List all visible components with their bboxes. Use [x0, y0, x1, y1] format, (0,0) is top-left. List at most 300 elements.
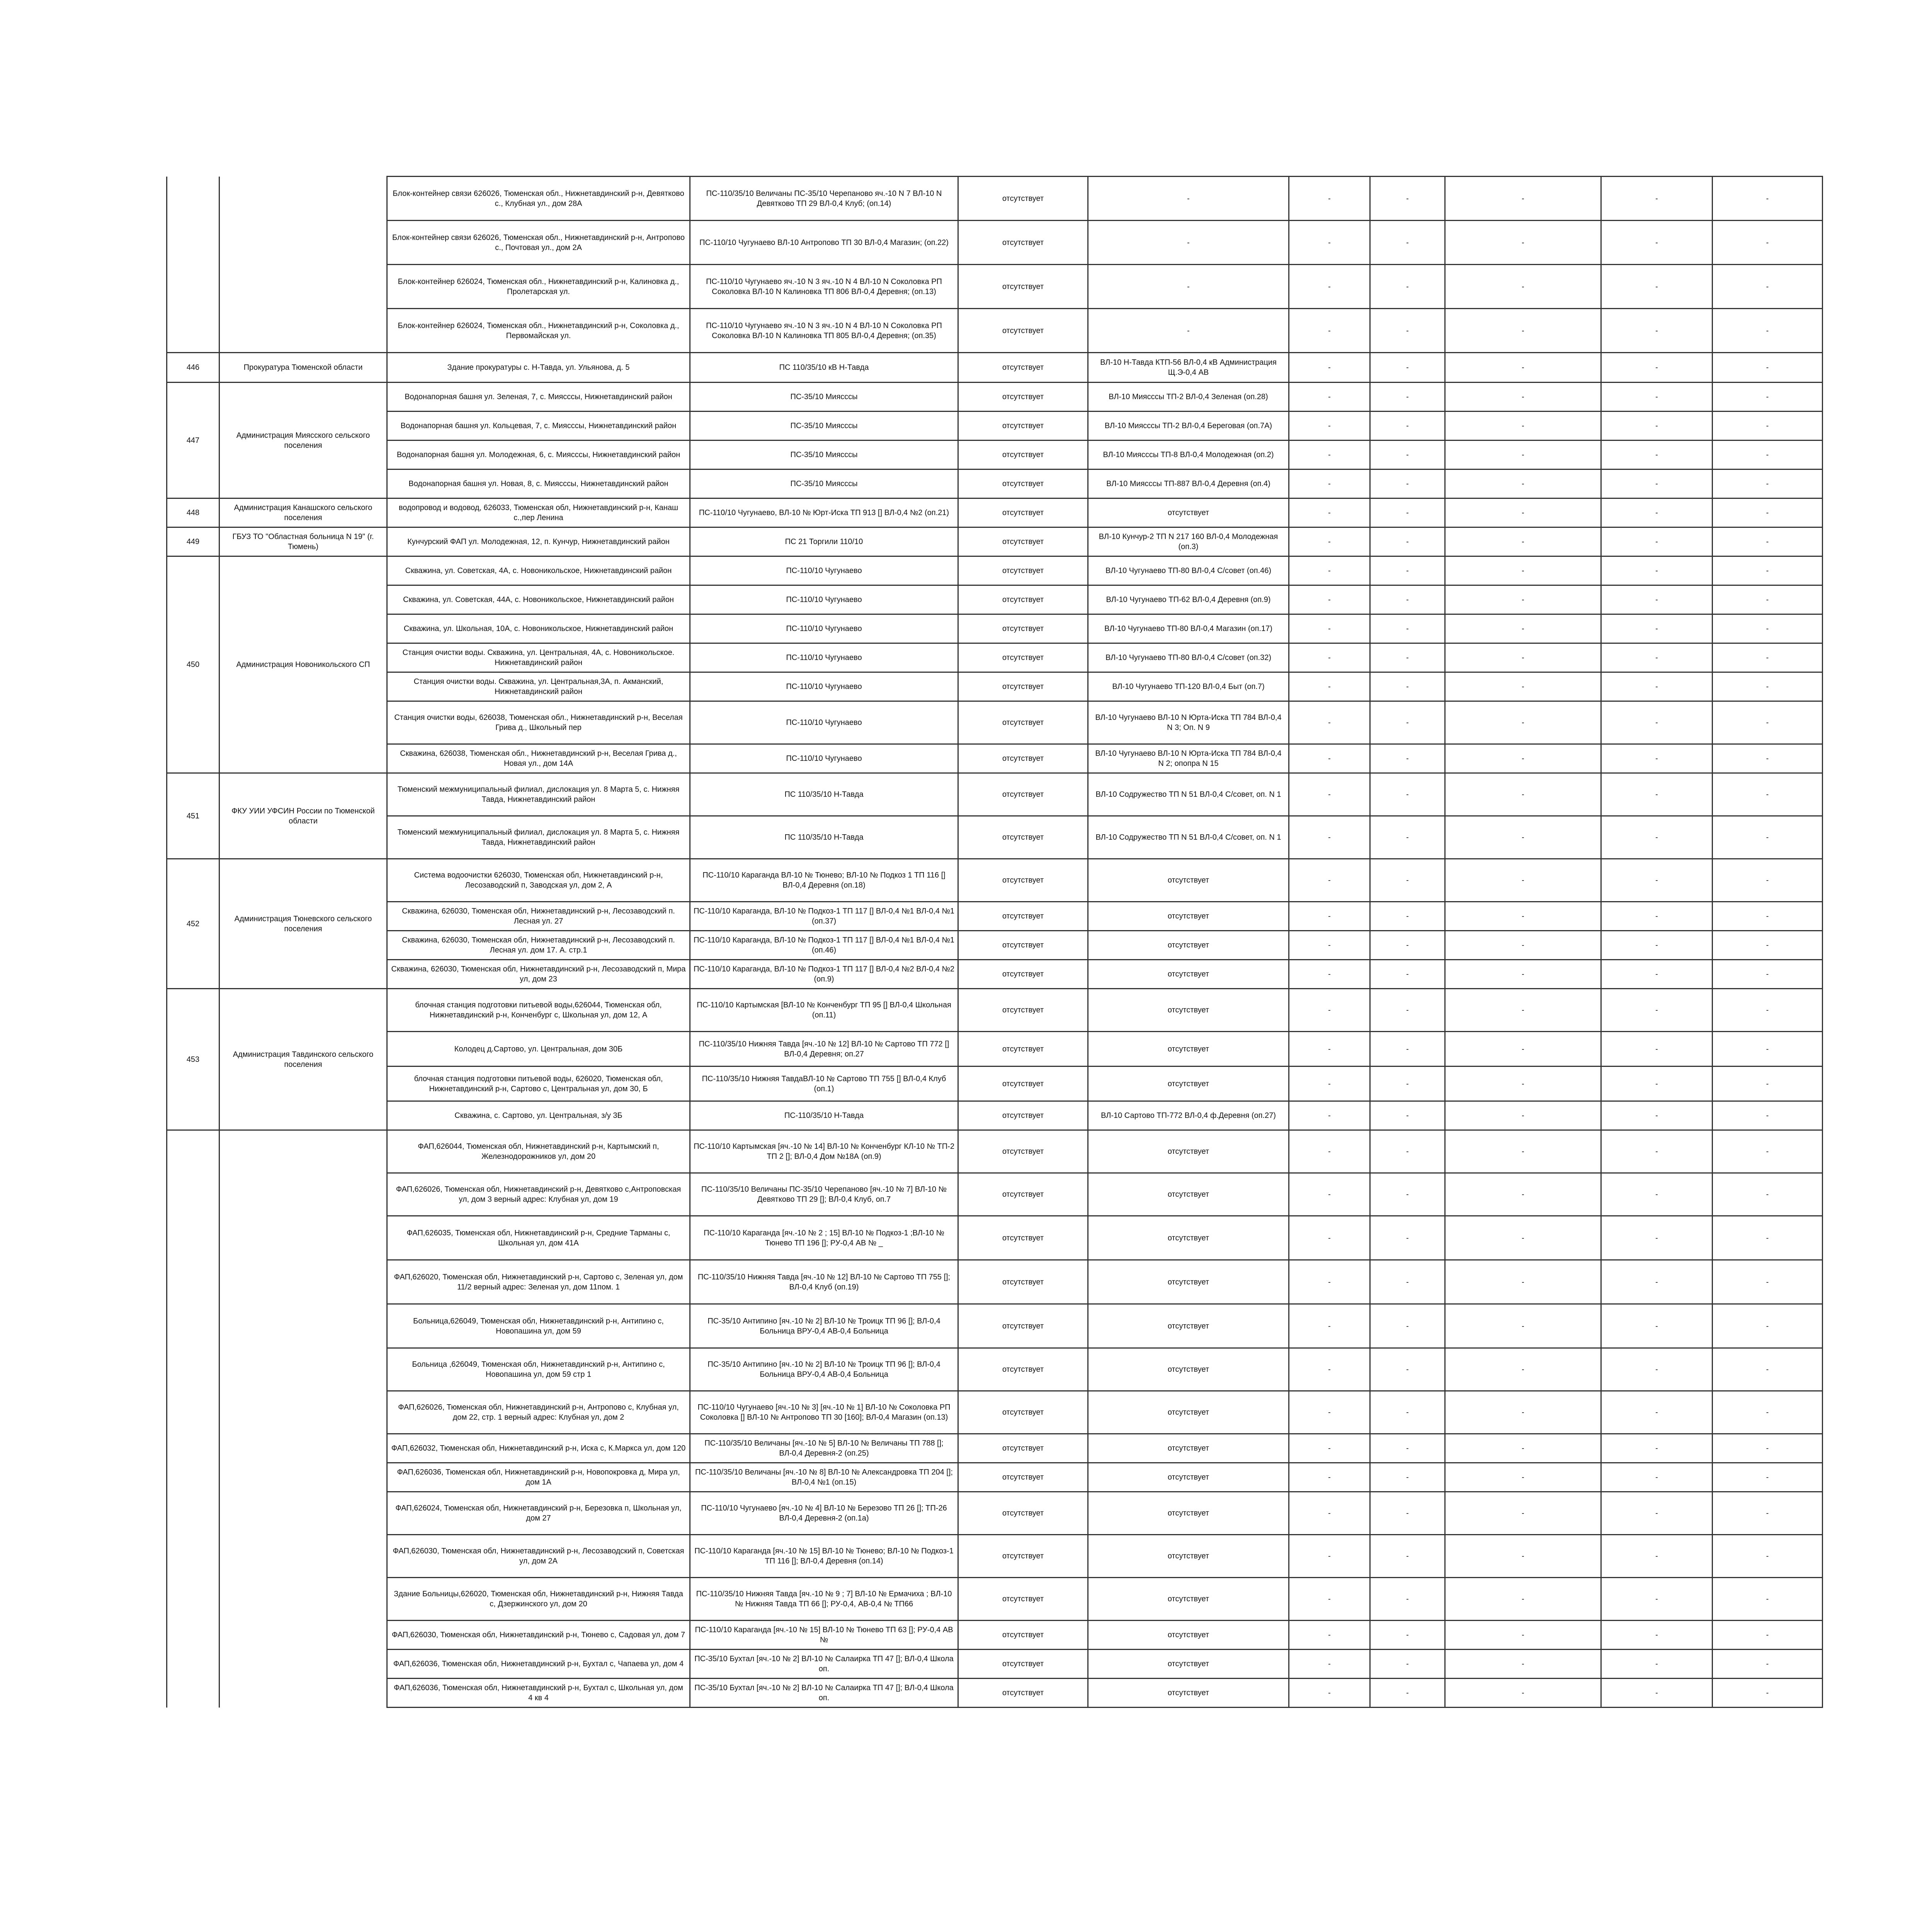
- dash-cell: -: [1370, 1535, 1445, 1578]
- dash-cell: -: [1370, 701, 1445, 744]
- table-row: [167, 1391, 1823, 1434]
- dash-cell: -: [1445, 1173, 1601, 1216]
- dash-cell: -: [1289, 643, 1370, 672]
- table-row: [167, 1348, 1823, 1391]
- dash-cell: -: [1713, 643, 1823, 672]
- power-center-cell: ПС-110/35/10 Величаны ПС-35/10 Черепаново яч.-10 N 7 ВЛ-10 N Девятково ТП 29 ВЛ-0,4 Клуб; (оп.14): [690, 177, 958, 221]
- table-row: [167, 1621, 1823, 1650]
- dash-cell: -: [1370, 1304, 1445, 1348]
- dash-cell: -: [1370, 383, 1445, 412]
- dash-cell: -: [1289, 1130, 1370, 1173]
- reserve-source-cell: отсутствует: [1088, 1067, 1289, 1101]
- dash-cell: -: [1445, 1032, 1601, 1067]
- status-cell: отсутствует: [958, 527, 1088, 556]
- table-row: [167, 902, 1823, 931]
- reserve-source-cell: ВЛ-10 Чугунаево ТП-120 ВЛ-0,4 Быт (оп.7): [1088, 672, 1289, 701]
- status-cell: отсутствует: [958, 1067, 1088, 1101]
- dash-cell: -: [1370, 1650, 1445, 1679]
- object-address-cell: Тюменский межмуниципальный филиал, дислокация ул. 8 Марта 5, с. Нижняя Тавда, Нижнетавдинский район: [387, 816, 690, 859]
- dash-cell: -: [1601, 1216, 1713, 1260]
- reserve-source-cell: отсутствует: [1088, 1130, 1289, 1173]
- dash-cell: -: [1370, 1492, 1445, 1535]
- dash-cell: -: [1445, 902, 1601, 931]
- dash-cell: -: [1370, 816, 1445, 859]
- reserve-source-cell: отсутствует: [1088, 1621, 1289, 1650]
- table-row: [167, 1101, 1823, 1130]
- dash-cell: -: [1601, 643, 1713, 672]
- dash-cell: -: [1289, 412, 1370, 441]
- dash-cell: -: [1713, 265, 1823, 309]
- organization-cell: [219, 1130, 387, 1708]
- dash-cell: -: [1370, 1391, 1445, 1434]
- dash-cell: -: [1445, 177, 1601, 221]
- object-address-cell: Блок-контейнер связи 626026, Тюменская обл., Нижнетавдинский р-н, Антропово с., Почтовая ул., дом 2А: [387, 221, 690, 265]
- power-center-cell: ПС-35/10 Бухтал [яч.-10 № 2] ВЛ-10 № Салаирка ТП 47 []; ВЛ-0,4 Школа оп.: [690, 1650, 958, 1679]
- dash-cell: -: [1601, 1621, 1713, 1650]
- dash-cell: -: [1601, 1535, 1713, 1578]
- status-cell: отсутствует: [958, 643, 1088, 672]
- reserve-source-cell: отсутствует: [1088, 1578, 1289, 1621]
- power-center-cell: ПС-110/35/10 Величаны [яч.-10 № 5] ВЛ-10 № Величаны ТП 788 []; ВЛ-0,4 Деревня-2 (оп.25): [690, 1434, 958, 1463]
- dash-cell: -: [1445, 1067, 1601, 1101]
- organization-cell: ГБУЗ ТО "Областная больница N 19" (г. Тюмень): [219, 527, 387, 556]
- dash-cell: -: [1713, 441, 1823, 469]
- dash-cell: -: [1289, 1348, 1370, 1391]
- dash-cell: -: [1601, 1492, 1713, 1535]
- object-address-cell: Станция очистки воды. Скважина, ул. Центральная, 4А, с. Новоникольское. Нижнетавдинский район: [387, 643, 690, 672]
- object-address-cell: Кунчурский ФАП ул. Молодежная, 12, п. Кунчур, Нижнетавдинский район: [387, 527, 690, 556]
- dash-cell: -: [1289, 960, 1370, 989]
- dash-cell: -: [1713, 527, 1823, 556]
- dash-cell: -: [1445, 816, 1601, 859]
- reserve-source-cell: ВЛ-10 Чугунаево ТП-80 ВЛ-0,4 Магазин (оп.17): [1088, 614, 1289, 643]
- organization-cell: Администрация Тюневского сельского поселения: [219, 859, 387, 989]
- object-address-cell: Станция очистки воды. Скважина, ул. Центральная,3А, п. Акманский, Нижнетавдинский район: [387, 672, 690, 701]
- reserve-source-cell: ВЛ-10 Чугунаево ТП-80 ВЛ-0,4 С/совет (оп.46): [1088, 556, 1289, 585]
- power-center-cell: ПС-35/10 Миясссы: [690, 441, 958, 469]
- dash-cell: -: [1289, 773, 1370, 816]
- object-address-cell: ФАП,626030, Тюменская обл, Нижнетавдинский р-н, Лесозаводский п, Советская ул, дом 2А: [387, 1535, 690, 1578]
- object-address-cell: Блок-контейнер связи 626026, Тюменская обл., Нижнетавдинский р-н, Девятково с., Клубная ул., дом 28А: [387, 177, 690, 221]
- reserve-source-cell: ВЛ-10 Миясссы ТП-887 ВЛ-0,4 Деревня (оп.4): [1088, 469, 1289, 498]
- dash-cell: -: [1713, 177, 1823, 221]
- dash-cell: -: [1601, 383, 1713, 412]
- reserve-source-cell: ВЛ-10 Сартово ТП-772 ВЛ-0,4 ф.Деревня (оп.27): [1088, 1101, 1289, 1130]
- reserve-source-cell: отсутствует: [1088, 902, 1289, 931]
- dash-cell: -: [1601, 309, 1713, 353]
- dash-cell: -: [1445, 701, 1601, 744]
- dash-cell: -: [1289, 701, 1370, 744]
- status-cell: отсутствует: [958, 177, 1088, 221]
- dash-cell: -: [1445, 1304, 1601, 1348]
- reserve-source-cell: отсутствует: [1088, 1304, 1289, 1348]
- dash-cell: -: [1601, 816, 1713, 859]
- status-cell: отсутствует: [958, 556, 1088, 585]
- object-address-cell: Водонапорная башня ул. Молодежная, 6, с. Миясссы, Нижнетавдинский район: [387, 441, 690, 469]
- power-center-cell: ПС-110/10 Чугунаево: [690, 672, 958, 701]
- object-address-cell: Система водоочистки 626030, Тюменская обл, Нижнетавдинский р-н, Лесозаводский п, Заводская ул, дом 2, А: [387, 859, 690, 902]
- dash-cell: -: [1289, 1434, 1370, 1463]
- row-number-cell: 448: [167, 498, 219, 527]
- dash-cell: -: [1289, 1463, 1370, 1492]
- status-cell: отсутствует: [958, 265, 1088, 309]
- object-address-cell: Водонапорная башня ул. Кольцевая, 7, с. Миясссы, Нижнетавдинский район: [387, 412, 690, 441]
- reserve-source-cell: ВЛ-10 Кунчур-2 ТП N 217 160 ВЛ-0,4 Молодежная (оп.3): [1088, 527, 1289, 556]
- power-center-cell: ПС-110/35/10 Нижняя Тавда [яч.-10 № 12] ВЛ-10 № Сартово ТП 772 [] ВЛ-0,4 Деревня; оп.27: [690, 1032, 958, 1067]
- power-center-cell: ПС 21 Торгили 110/10: [690, 527, 958, 556]
- status-cell: отсутствует: [958, 744, 1088, 773]
- reserve-source-cell: ВЛ-10 Н-Тавда КТП-56 ВЛ-0,4 кВ Администрация Щ.Э-0,4 АВ: [1088, 353, 1289, 383]
- object-address-cell: Скважина, с. Сартово, ул. Центральная, з/у 3Б: [387, 1101, 690, 1130]
- dash-cell: -: [1370, 773, 1445, 816]
- status-cell: отсутствует: [958, 1216, 1088, 1260]
- dash-cell: -: [1289, 441, 1370, 469]
- power-center-cell: ПС-110/10 Караганда [яч.-10 № 15] ВЛ-10 № Тюнево ТП 63 []; РУ-0,4 АВ №: [690, 1621, 958, 1650]
- dash-cell: -: [1445, 1216, 1601, 1260]
- dash-cell: -: [1445, 527, 1601, 556]
- dash-cell: -: [1370, 1679, 1445, 1708]
- dash-cell: -: [1713, 498, 1823, 527]
- status-cell: отсутствует: [958, 1621, 1088, 1650]
- object-address-cell: ФАП,626044, Тюменская обл, Нижнетавдинский р-н, Картымский п, Железнодорожников ул, дом 20: [387, 1130, 690, 1173]
- reserve-source-cell: отсутствует: [1088, 1260, 1289, 1304]
- object-address-cell: Здание прокуратуры с. Н-Тавда, ул. Ульянова, д. 5: [387, 353, 690, 383]
- dash-cell: -: [1601, 614, 1713, 643]
- dash-cell: -: [1445, 1130, 1601, 1173]
- organization-cell: ФКУ УИИ УФСИН России по Тюменской области: [219, 773, 387, 859]
- dash-cell: -: [1289, 221, 1370, 265]
- dash-cell: -: [1713, 816, 1823, 859]
- dash-cell: -: [1601, 672, 1713, 701]
- dash-cell: -: [1289, 265, 1370, 309]
- power-center-cell: ПС-110/35/10 Н-Тавда: [690, 1101, 958, 1130]
- reserve-source-cell: отсутствует: [1088, 1650, 1289, 1679]
- reserve-source-cell: отсутствует: [1088, 989, 1289, 1032]
- dash-cell: -: [1370, 498, 1445, 527]
- status-cell: отсутствует: [958, 960, 1088, 989]
- power-center-cell: ПС-110/10 Чугунаево: [690, 556, 958, 585]
- object-address-cell: блочная станция подготовки питьевой воды,626044, Тюменская обл, Нижнетавдинский р-н, Конченбург с, Школьная ул, дом 12, А: [387, 989, 690, 1032]
- dash-cell: -: [1445, 859, 1601, 902]
- dash-cell: -: [1445, 1463, 1601, 1492]
- power-center-cell: ПС-110/10 Чугунаево: [690, 643, 958, 672]
- dash-cell: -: [1370, 412, 1445, 441]
- dash-cell: -: [1601, 1260, 1713, 1304]
- reserve-source-cell: отсутствует: [1088, 960, 1289, 989]
- dash-cell: -: [1370, 221, 1445, 265]
- dash-cell: -: [1445, 1650, 1601, 1679]
- reserve-source-cell: отсутствует: [1088, 1216, 1289, 1260]
- status-cell: отсутствует: [958, 614, 1088, 643]
- dash-cell: -: [1713, 309, 1823, 353]
- status-cell: отсутствует: [958, 1679, 1088, 1708]
- dash-cell: -: [1370, 902, 1445, 931]
- power-center-cell: ПС-110/10 Караганда, ВЛ-10 № Подкоз-1 ТП 117 [] ВЛ-0,4 №1 ВЛ-0,4 №1 (оп.46): [690, 931, 958, 960]
- row-number-cell: 451: [167, 773, 219, 859]
- power-center-cell: ПС-35/10 Миясссы: [690, 383, 958, 412]
- dash-cell: -: [1601, 353, 1713, 383]
- power-center-cell: ПС-110/35/10 Нижняя Тавда [яч.-10 № 9 ; 7] ВЛ-10 № Ермачиха ; ВЛ-10 № Нижняя Тавда ТП 66 []; РУ-0,4, АВ-0,4 № ТП66: [690, 1578, 958, 1621]
- dash-cell: -: [1445, 744, 1601, 773]
- table-row: [167, 614, 1823, 643]
- dash-cell: -: [1289, 1535, 1370, 1578]
- object-address-cell: водопровод и водовод, 626033, Тюменская обл, Нижнетавдинский р-н, Канаш с.,пер Ленина: [387, 498, 690, 527]
- power-center-cell: ПС-110/10 Чугунаево [яч.-10 № 3] [яч.-10 № 1] ВЛ-10 № Соколовка РП Соколовка [] ВЛ-10 № Антропово ТП 30 [160]; ВЛ-0,4 Магазин (оп.13): [690, 1391, 958, 1434]
- dash-cell: -: [1713, 1260, 1823, 1304]
- dash-cell: -: [1370, 744, 1445, 773]
- table-row: [167, 672, 1823, 701]
- dash-cell: -: [1289, 383, 1370, 412]
- dash-cell: -: [1601, 1101, 1713, 1130]
- table-row: [167, 1130, 1823, 1173]
- table-row: [167, 931, 1823, 960]
- object-address-cell: Здание Больницы,626020, Тюменская обл, Нижнетавдинский р-н, Нижняя Тавда с, Дзержинского ул, дом 20: [387, 1578, 690, 1621]
- dash-cell: -: [1445, 1348, 1601, 1391]
- power-center-cell: ПС-110/10 Караганда, ВЛ-10 № Подкоз-1 ТП 117 [] ВЛ-0,4 №1 ВЛ-0,4 №1 (оп.37): [690, 902, 958, 931]
- power-center-cell: ПС 110/35/10 Н-Тавда: [690, 816, 958, 859]
- object-address-cell: Блок-контейнер 626024, Тюменская обл., Нижнетавдинский р-н, Соколовка д., Первомайская ул.: [387, 309, 690, 353]
- dash-cell: -: [1601, 1067, 1713, 1101]
- power-center-cell: ПС-110/10 Картымская [яч.-10 № 14] ВЛ-10 № Конченбург КЛ-10 № ТП-2 ТП 2 []; ВЛ-0,4 Дом №18А (оп.9): [690, 1130, 958, 1173]
- dash-cell: -: [1370, 1463, 1445, 1492]
- dash-cell: -: [1289, 527, 1370, 556]
- table-row: [167, 1173, 1823, 1216]
- table-row: [167, 989, 1823, 1032]
- dash-cell: -: [1289, 902, 1370, 931]
- dash-cell: -: [1601, 1130, 1713, 1173]
- dash-cell: -: [1289, 353, 1370, 383]
- table-row: [167, 1578, 1823, 1621]
- dash-cell: -: [1289, 672, 1370, 701]
- reserve-source-cell: -: [1088, 221, 1289, 265]
- dash-cell: -: [1289, 1650, 1370, 1679]
- reserve-source-cell: -: [1088, 265, 1289, 309]
- dash-cell: -: [1445, 672, 1601, 701]
- dash-cell: -: [1601, 221, 1713, 265]
- dash-cell: -: [1713, 1535, 1823, 1578]
- organization-cell: Администрация Тавдинского сельского поселения: [219, 989, 387, 1130]
- dash-cell: -: [1370, 527, 1445, 556]
- table-row: [167, 585, 1823, 614]
- dash-cell: -: [1713, 1173, 1823, 1216]
- table-row: [167, 265, 1823, 309]
- reserve-source-cell: ВЛ-10 Чугунаево ВЛ-10 N Юрта-Иска ТП 784 ВЛ-0,4 N 2; опопра N 15: [1088, 744, 1289, 773]
- status-cell: отсутствует: [958, 441, 1088, 469]
- dash-cell: -: [1601, 1348, 1713, 1391]
- dash-cell: -: [1601, 1434, 1713, 1463]
- reserve-source-cell: -: [1088, 177, 1289, 221]
- dash-cell: -: [1713, 1434, 1823, 1463]
- organization-cell: [219, 177, 387, 353]
- status-cell: отсутствует: [958, 498, 1088, 527]
- object-address-cell: ФАП,626036, Тюменская обл, Нижнетавдинский р-н, Бухтал с, Школьная ул, дом 4 кв 4: [387, 1679, 690, 1708]
- table-row: [167, 1216, 1823, 1260]
- row-number-cell: 446: [167, 353, 219, 383]
- dash-cell: -: [1601, 1463, 1713, 1492]
- table-row: [167, 643, 1823, 672]
- reserve-source-cell: ВЛ-10 Чугунаево ВЛ-10 N Юрта-Иска ТП 784 ВЛ-0,4 N 3; Оп. N 9: [1088, 701, 1289, 744]
- reserve-source-cell: отсутствует: [1088, 1173, 1289, 1216]
- dash-cell: -: [1445, 931, 1601, 960]
- table-row: [167, 556, 1823, 585]
- power-center-cell: ПС-110/10 Чугунаево [яч.-10 № 4] ВЛ-10 № Березово ТП 26 []; ТП-26 ВЛ-0,4 Деревня-2 (оп.1а): [690, 1492, 958, 1535]
- table-row: [167, 1304, 1823, 1348]
- reserve-source-cell: ВЛ-10 Миясссы ТП-2 ВЛ-0,4 Береговая (оп.7А): [1088, 412, 1289, 441]
- dash-cell: -: [1289, 585, 1370, 614]
- object-address-cell: Скважина, ул. Советская, 44А, с. Новоникольское, Нижнетавдинский район: [387, 585, 690, 614]
- dash-cell: -: [1370, 614, 1445, 643]
- status-cell: отсутствует: [958, 701, 1088, 744]
- dash-cell: -: [1289, 931, 1370, 960]
- reserve-source-cell: отсутствует: [1088, 1434, 1289, 1463]
- reserve-source-cell: ВЛ-10 Чугунаево ТП-62 ВЛ-0,4 Деревня (оп.9): [1088, 585, 1289, 614]
- power-center-cell: ПС-110/35/10 Нижняя Тавда [яч.-10 № 12] ВЛ-10 № Сартово ТП 755 []; ВЛ-0,4 Клуб (оп.19): [690, 1260, 958, 1304]
- status-cell: отсутствует: [958, 1032, 1088, 1067]
- table-row: [167, 412, 1823, 441]
- dash-cell: -: [1445, 643, 1601, 672]
- table-row: [167, 859, 1823, 902]
- dash-cell: -: [1601, 1391, 1713, 1434]
- dash-cell: -: [1445, 556, 1601, 585]
- dash-cell: -: [1445, 498, 1601, 527]
- status-cell: отсутствует: [958, 816, 1088, 859]
- dash-cell: -: [1713, 859, 1823, 902]
- dash-cell: -: [1370, 1130, 1445, 1173]
- power-center-cell: ПС-35/10 Бухтал [яч.-10 № 2] ВЛ-10 № Салаирка ТП 47 []; ВЛ-0,4 Школа оп.: [690, 1679, 958, 1708]
- table-row: [167, 1260, 1823, 1304]
- dash-cell: -: [1713, 1391, 1823, 1434]
- dash-cell: -: [1370, 672, 1445, 701]
- dash-cell: -: [1601, 931, 1713, 960]
- status-cell: отсутствует: [958, 1463, 1088, 1492]
- dash-cell: -: [1713, 614, 1823, 643]
- object-address-cell: Скважина, 626030, Тюменская обл, Нижнетавдинский р-н, Лесозаводский п. Лесная ул. 27: [387, 902, 690, 931]
- dash-cell: -: [1289, 1492, 1370, 1535]
- dash-cell: -: [1370, 1173, 1445, 1216]
- reserve-source-cell: отсутствует: [1088, 1391, 1289, 1434]
- status-cell: отсутствует: [958, 1391, 1088, 1434]
- table-row: [167, 960, 1823, 989]
- dash-cell: -: [1445, 469, 1601, 498]
- dash-cell: -: [1370, 309, 1445, 353]
- dash-cell: -: [1445, 1621, 1601, 1650]
- table-row: [167, 441, 1823, 469]
- status-cell: отсутствует: [958, 902, 1088, 931]
- row-number-cell: 453: [167, 989, 219, 1130]
- object-address-cell: Скважина, 626030, Тюменская обл, Нижнетавдинский р-н, Лесозаводский п, Мира ул, дом 23: [387, 960, 690, 989]
- dash-cell: -: [1445, 989, 1601, 1032]
- dash-cell: -: [1713, 960, 1823, 989]
- dash-cell: -: [1289, 309, 1370, 353]
- dash-cell: -: [1445, 353, 1601, 383]
- dash-cell: -: [1713, 1621, 1823, 1650]
- dash-cell: -: [1370, 960, 1445, 989]
- object-address-cell: Водонапорная башня ул. Новая, 8, с. Миясссы, Нижнетавдинский район: [387, 469, 690, 498]
- dash-cell: -: [1713, 1130, 1823, 1173]
- dash-cell: -: [1601, 744, 1713, 773]
- power-center-cell: ПС-35/10 Миясссы: [690, 469, 958, 498]
- organization-cell: Администрация Новоникольского СП: [219, 556, 387, 773]
- power-center-cell: ПС-35/10 Миясссы: [690, 412, 958, 441]
- table-row: [167, 498, 1823, 527]
- power-center-cell: ПС-110/35/10 Величаны ПС-35/10 Черепаново [яч.-10 № 7] ВЛ-10 № Девятково ТП 29 []; ВЛ-0,4 Клуб, оп.7: [690, 1173, 958, 1216]
- dash-cell: -: [1601, 1650, 1713, 1679]
- dash-cell: -: [1445, 1434, 1601, 1463]
- object-address-cell: ФАП,626026, Тюменская обл, Нижнетавдинский р-н, Антропово с, Клубная ул, дом 22, стр. 1 верный адрес: Клубная ул, дом 2: [387, 1391, 690, 1434]
- dash-cell: -: [1370, 1216, 1445, 1260]
- dash-cell: -: [1713, 1216, 1823, 1260]
- status-cell: отсутствует: [958, 1304, 1088, 1348]
- power-center-cell: ПС-110/10 Чугунаево, ВЛ-10 № Юрт-Иска ТП 913 [] ВЛ-0,4 №2 (оп.21): [690, 498, 958, 527]
- status-cell: отсутствует: [958, 1578, 1088, 1621]
- status-cell: отсутствует: [958, 221, 1088, 265]
- dash-cell: -: [1713, 773, 1823, 816]
- power-center-cell: ПС-110/10 Чугунаево ВЛ-10 Антропово ТП 30 ВЛ-0,4 Магазин; (оп.22): [690, 221, 958, 265]
- dash-cell: -: [1601, 177, 1713, 221]
- status-cell: отсутствует: [958, 859, 1088, 902]
- power-center-cell: ПС-110/10 Караганда ВЛ-10 № Тюнево; ВЛ-10 № Подкоз 1 ТП 116 [] ВЛ-0,4 Деревня (оп.18): [690, 859, 958, 902]
- power-center-cell: ПС-35/10 Антипино [яч.-10 № 2] ВЛ-10 № Троицк ТП 96 []; ВЛ-0,4 Больница ВРУ-0,4 АВ-0,4 Больница: [690, 1304, 958, 1348]
- object-address-cell: Больница,626049, Тюменская обл, Нижнетавдинский р-н, Антипино с, Новопашина ул, дом 59: [387, 1304, 690, 1348]
- table-row: [167, 1032, 1823, 1067]
- dash-cell: -: [1445, 1492, 1601, 1535]
- dash-cell: -: [1445, 441, 1601, 469]
- table-row: [167, 309, 1823, 353]
- object-address-cell: Колодец д.Сартово, ул. Центральная, дом 30Б: [387, 1032, 690, 1067]
- status-cell: отсутствует: [958, 672, 1088, 701]
- status-cell: отсутствует: [958, 1434, 1088, 1463]
- table-row: [167, 744, 1823, 773]
- row-number-cell: 450: [167, 556, 219, 773]
- status-cell: отсутствует: [958, 1173, 1088, 1216]
- status-cell: отсутствует: [958, 1260, 1088, 1304]
- dash-cell: -: [1370, 441, 1445, 469]
- dash-cell: -: [1289, 177, 1370, 221]
- dash-cell: -: [1601, 585, 1713, 614]
- dash-cell: -: [1445, 1101, 1601, 1130]
- table-row: [167, 353, 1823, 383]
- register-sheet: [166, 176, 1822, 1729]
- dash-cell: -: [1601, 859, 1713, 902]
- dash-cell: -: [1289, 989, 1370, 1032]
- reserve-source-cell: -: [1088, 309, 1289, 353]
- dash-cell: -: [1601, 1679, 1713, 1708]
- dash-cell: -: [1713, 1679, 1823, 1708]
- dash-cell: -: [1370, 1578, 1445, 1621]
- table-row: [167, 701, 1823, 744]
- dash-cell: -: [1601, 701, 1713, 744]
- dash-cell: -: [1713, 1463, 1823, 1492]
- object-address-cell: Скважина, ул. Школьная, 10А, с. Новоникольское, Нижнетавдинский район: [387, 614, 690, 643]
- power-center-cell: ПС 110/35/10 кВ Н-Тавда: [690, 353, 958, 383]
- dash-cell: -: [1445, 1260, 1601, 1304]
- organization-cell: Администрация Канашского сельского поселения: [219, 498, 387, 527]
- dash-cell: -: [1370, 1348, 1445, 1391]
- dash-cell: -: [1601, 902, 1713, 931]
- status-cell: отсутствует: [958, 1535, 1088, 1578]
- reserve-source-cell: отсутствует: [1088, 1679, 1289, 1708]
- table-row: [167, 221, 1823, 265]
- dash-cell: -: [1370, 1067, 1445, 1101]
- table-row: [167, 773, 1823, 816]
- dash-cell: -: [1289, 1578, 1370, 1621]
- dash-cell: -: [1289, 1679, 1370, 1708]
- power-center-cell: ПС 110/35/10 Н-Тавда: [690, 773, 958, 816]
- table-row: [167, 1535, 1823, 1578]
- power-center-cell: ПС-110/10 Картымская [ВЛ-10 № Конченбург ТП 95 [] ВЛ-0,4 Школьная (оп.11): [690, 989, 958, 1032]
- object-address-cell: Тюменский межмуниципальный филиал, дислокация ул. 8 Марта 5, с. Нижняя Тавда, Нижнетавдинский район: [387, 773, 690, 816]
- status-cell: отсутствует: [958, 585, 1088, 614]
